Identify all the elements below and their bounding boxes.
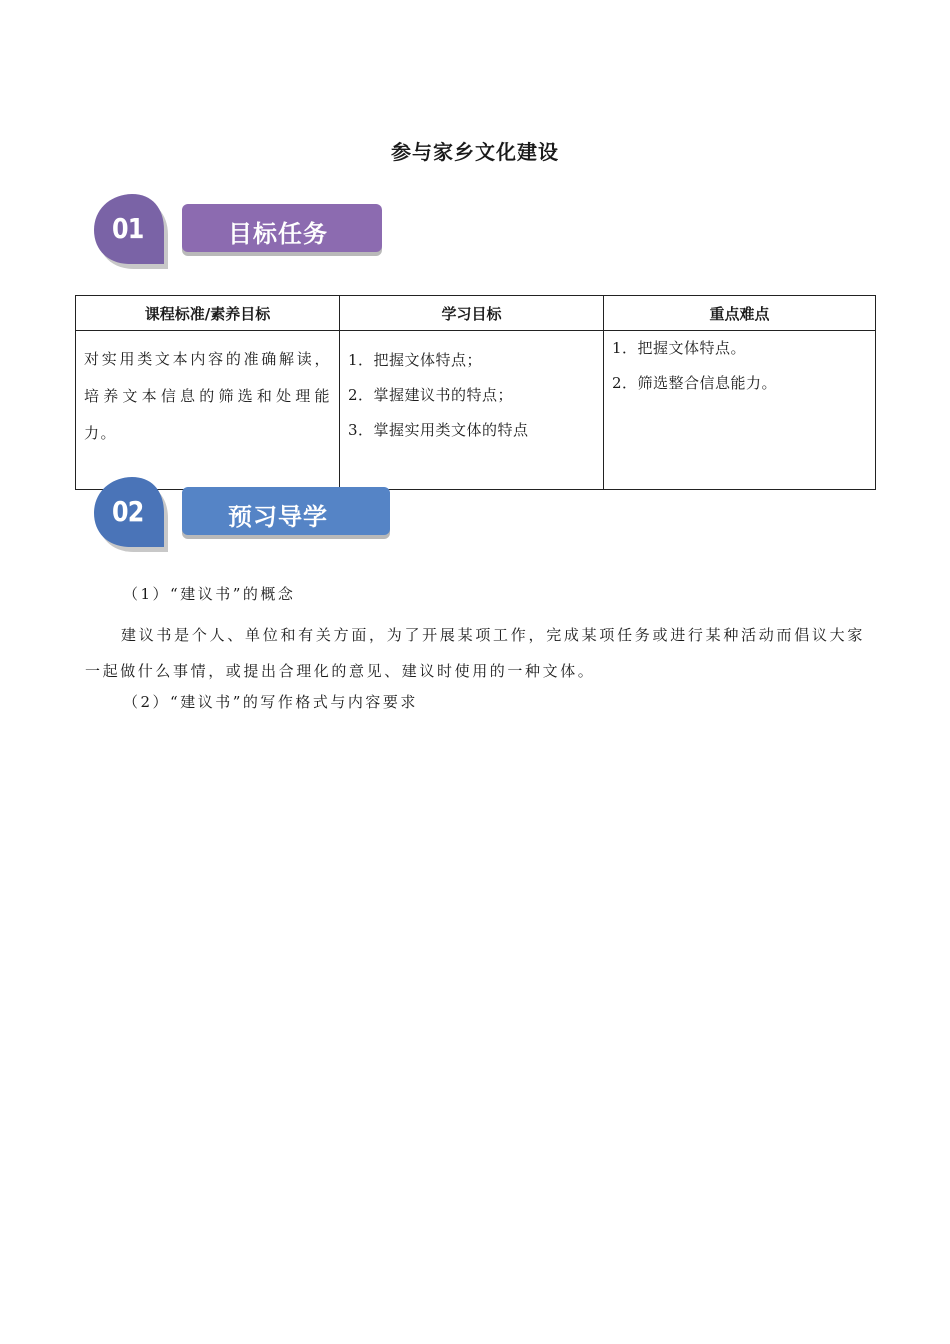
section-label-box <box>182 204 382 252</box>
header-learning-goals: 学习目标 <box>340 296 604 331</box>
paragraph-concept: 建议书是个人、单位和有关方面，为了开展某项工作，完成某项任务或进行某种活动而倡议大家一起做什么事情，或提出合理化的意见、建议时使用的一种文体。 <box>85 626 865 680</box>
section-header-preview <box>92 475 412 555</box>
list-item: 3．掌握实用类文体的特点 <box>348 421 529 439</box>
table-header-row <box>76 296 876 331</box>
section-number: 01 <box>112 212 144 245</box>
header-course-standard: 课程标准/素养目标 <box>76 296 340 331</box>
list-item: 1．把握文体特点。 <box>612 339 747 357</box>
section-label-box <box>182 487 390 535</box>
section-header-goals <box>92 192 412 272</box>
section-label: 目标任务 <box>228 220 328 248</box>
goals-table <box>75 295 876 490</box>
page-title: 参与家乡文化建设 <box>391 140 559 164</box>
section-label: 预习导学 <box>228 503 328 531</box>
list-item: 2．掌握建议书的特点； <box>348 386 514 404</box>
course-standard-text: 对实用类文本内容的准确解读，培养文本信息的筛选和处理能力。 <box>84 350 331 442</box>
table-row <box>76 331 876 490</box>
section-number: 02 <box>112 495 144 528</box>
cell-course-standard <box>76 331 340 490</box>
list-item: 2．筛选整合信息能力。 <box>612 374 778 392</box>
header-key-points: 重点难点 <box>604 296 876 331</box>
cell-learning-goals <box>340 331 604 490</box>
heading-format: （2）“建议书”的写作格式与内容要求 <box>123 693 418 711</box>
list-item: 1．把握文体特点； <box>348 351 483 369</box>
heading-concept: （1）“建议书”的概念 <box>123 585 296 603</box>
cell-key-points <box>604 331 876 490</box>
